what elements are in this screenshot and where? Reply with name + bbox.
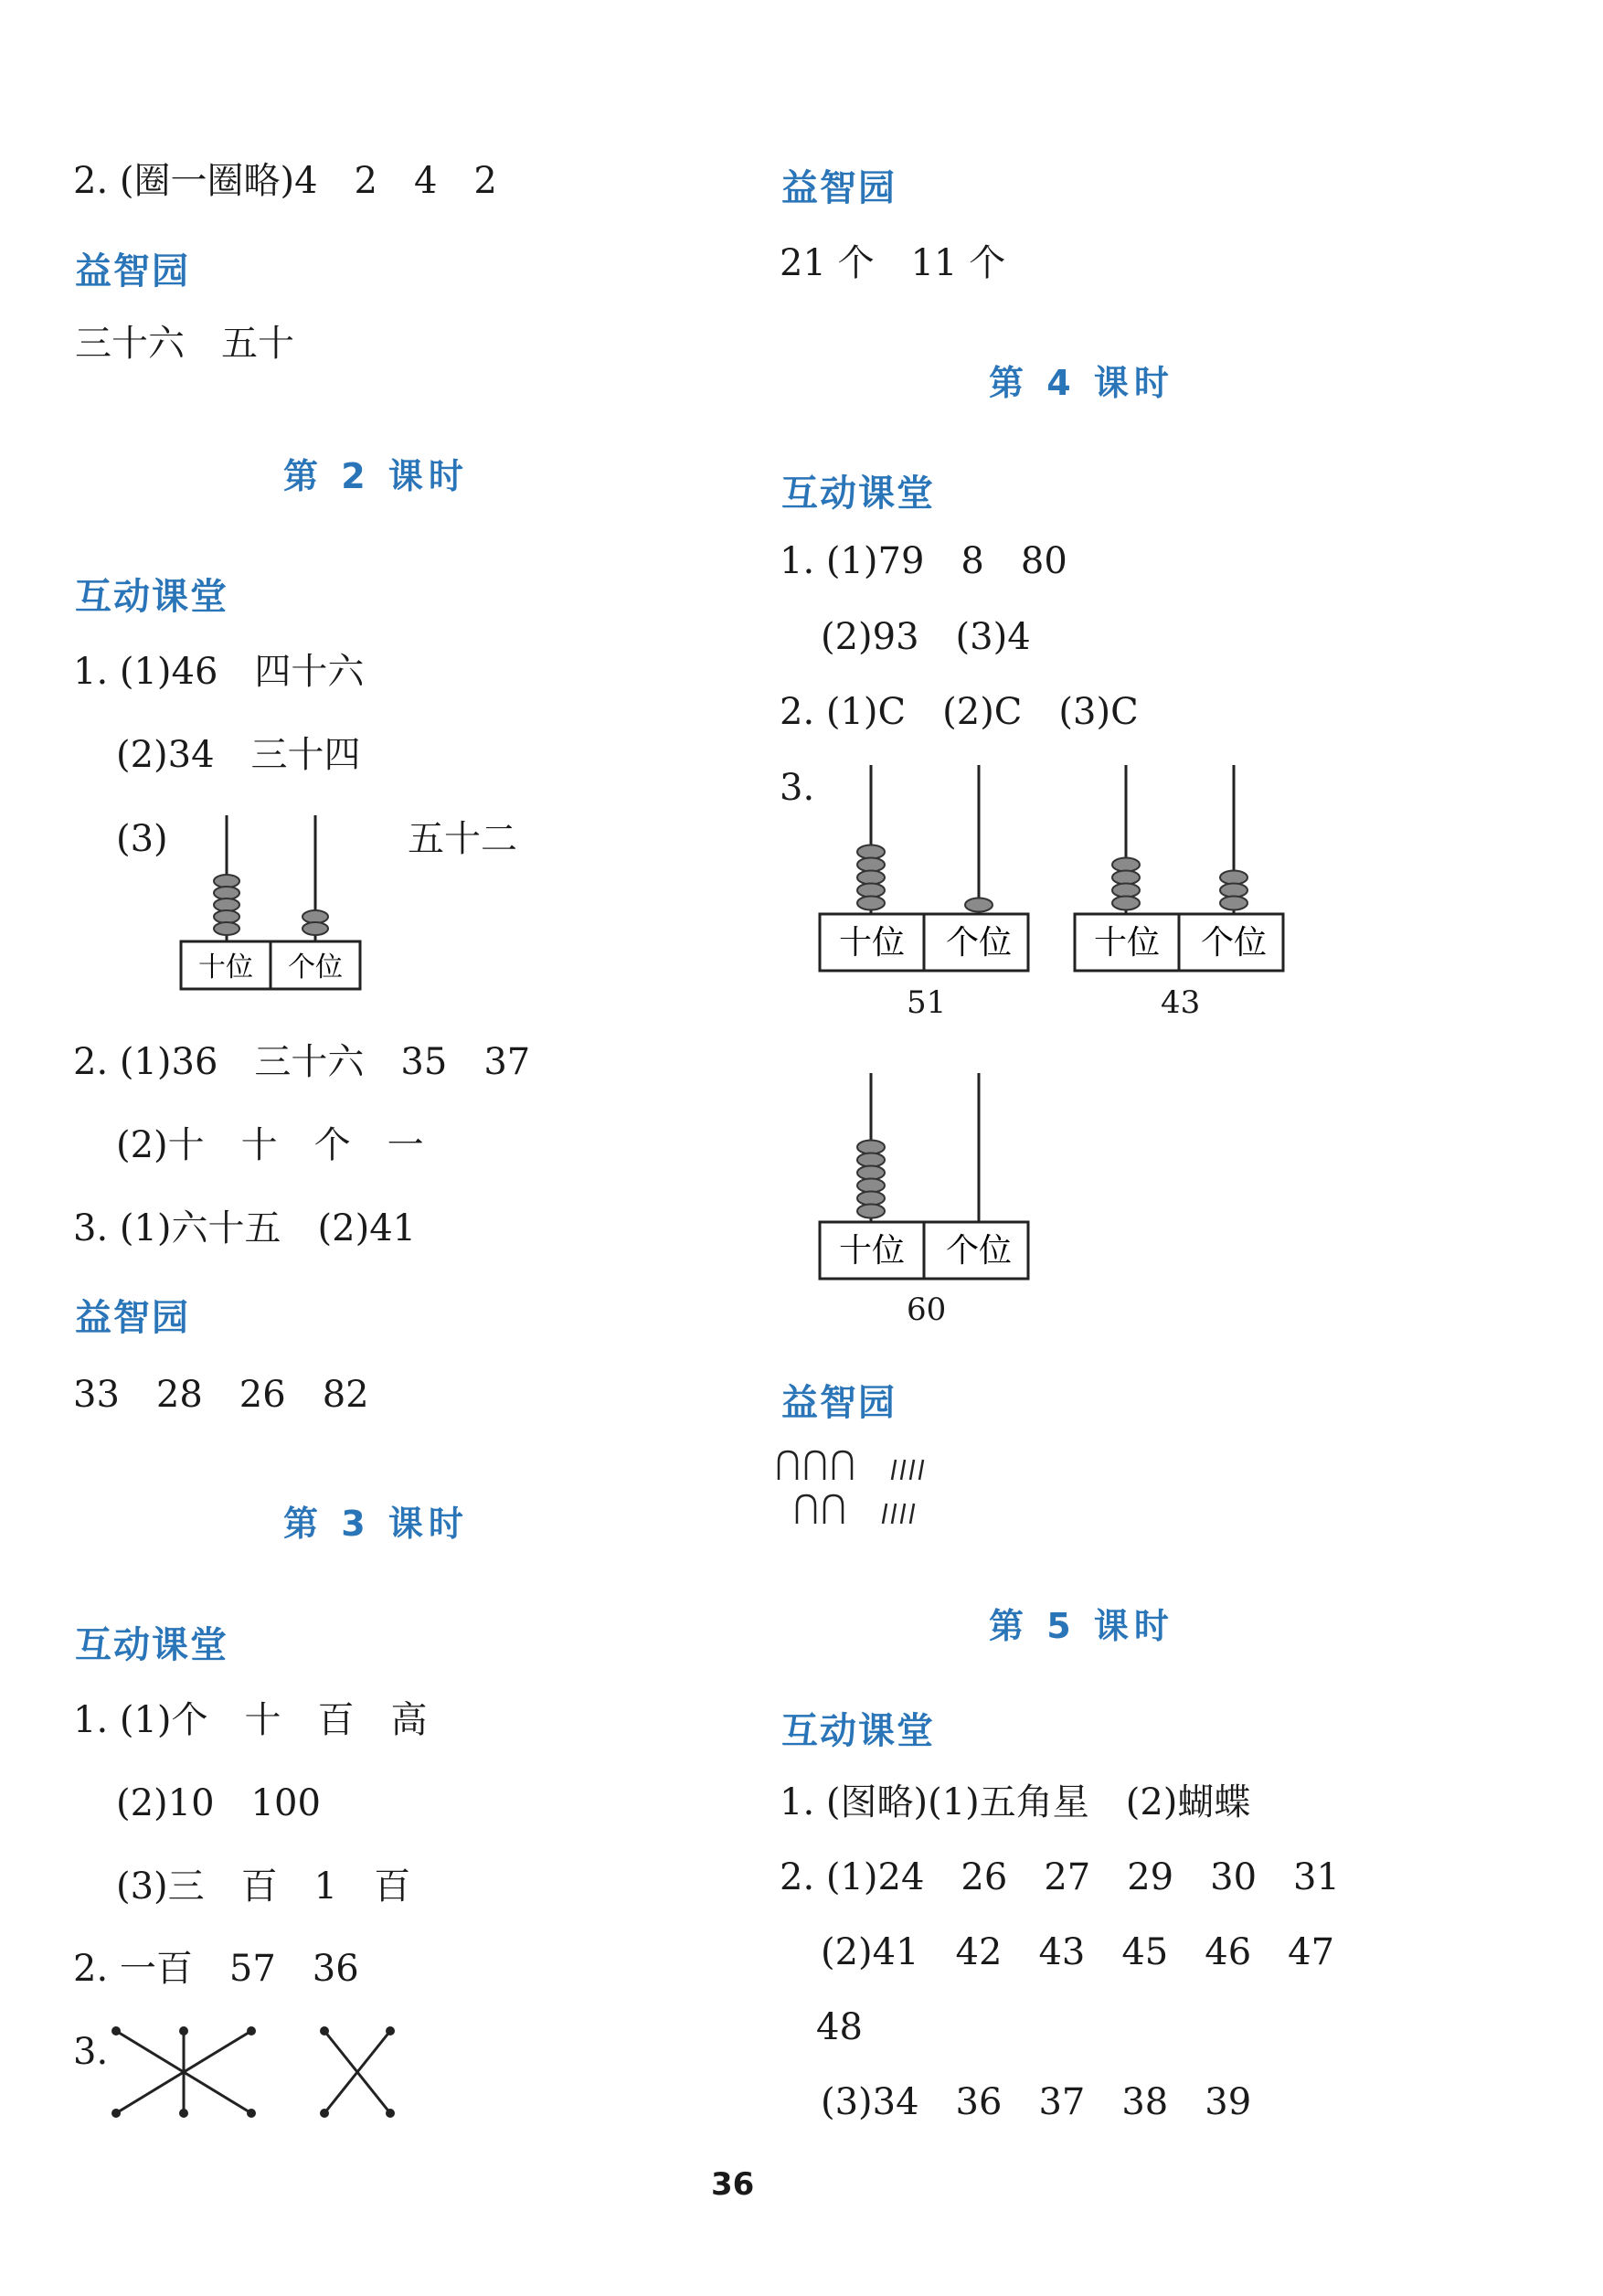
- answer-line: 3. (1)六十五 (2)41: [73, 1207, 417, 1249]
- section-heading: 互动课堂: [75, 1624, 228, 1666]
- answer-line: 2. (圈一圈略)4 2 4 2: [73, 160, 497, 202]
- answer-line: (2)十 十 个 一: [116, 1124, 424, 1166]
- svg-text:十位: 十位: [838, 924, 906, 962]
- answer-line: 3.: [73, 2031, 109, 2073]
- page-number: 36: [711, 2166, 755, 2203]
- answer-line: 1. (1)个 十 百 高: [73, 1699, 428, 1741]
- abacus-value: 43: [1161, 984, 1201, 1021]
- answer-line: (2)41 42 43 45 46 47: [821, 1931, 1335, 1973]
- lesson-title: 第 4 课时: [989, 363, 1174, 403]
- svg-text:个位: 个位: [1200, 924, 1268, 962]
- abacus-60: [816, 1071, 1035, 1291]
- section-heading: 益智园: [781, 1382, 897, 1424]
- abacus-52: [178, 813, 370, 996]
- abacus-43: [1071, 763, 1290, 983]
- lesson-title: 第 3 课时: [283, 1504, 469, 1544]
- answer-line: 2. (1)24 26 27 29 30 31: [780, 1856, 1340, 1898]
- lesson-title: 第 5 课时: [989, 1606, 1174, 1646]
- answer-line: (2)34 三十四: [116, 734, 361, 776]
- lesson-title: 第 2 课时: [283, 456, 469, 496]
- svg-text:十位: 十位: [1093, 924, 1161, 962]
- section-heading: 互动课堂: [781, 473, 935, 515]
- answer-line: 2. (1)36 三十六 35 37: [73, 1041, 531, 1083]
- answer-line: 21 个 11 个: [780, 242, 1006, 284]
- answer-line: 3.: [780, 767, 815, 809]
- ones-label: 个位: [288, 951, 343, 983]
- svg-text:十位: 十位: [838, 1232, 906, 1270]
- section-heading: 互动课堂: [781, 1710, 935, 1752]
- section-heading: 益智园: [75, 1297, 190, 1339]
- answer-line: 五十二: [408, 818, 517, 860]
- svg-text:个位: 个位: [945, 1232, 1013, 1270]
- answer-line: (3)34 36 37 38 39: [821, 2081, 1252, 2123]
- svg-text:个位: 个位: [945, 924, 1013, 962]
- section-heading: 益智园: [75, 250, 190, 292]
- section-heading: 互动课堂: [75, 576, 228, 618]
- answer-line: 33 28 26 82: [73, 1374, 369, 1416]
- tens-label: 十位: [198, 951, 253, 983]
- section-heading: 益智园: [781, 167, 897, 209]
- tally-symbols-figure: [775, 1449, 940, 1531]
- answer-line: (2)10 100: [116, 1782, 321, 1824]
- answer-line: (2)93 (3)4: [821, 616, 1031, 658]
- answer-line: 三十六 五十: [75, 323, 294, 365]
- answer-line: (3): [116, 818, 168, 860]
- abacus-value: 60: [907, 1292, 947, 1328]
- answer-line: (3)三 百 1 百: [116, 1866, 411, 1908]
- abacus-51: [816, 763, 1035, 983]
- abacus-value: 51: [907, 984, 947, 1021]
- answer-line: 2. 一百 57 36: [73, 1948, 359, 1990]
- answer-line: 1. (图略)(1)五角星 (2)蝴蝶: [780, 1781, 1251, 1823]
- answer-line: 1. (1)79 8 80: [780, 540, 1067, 582]
- answer-line: 48: [816, 2006, 863, 2048]
- connect-dots-figure: [105, 2020, 407, 2125]
- answer-line: 2. (1)C (2)C (3)C: [780, 691, 1139, 733]
- answer-line: 1. (1)46 四十六: [73, 651, 365, 693]
